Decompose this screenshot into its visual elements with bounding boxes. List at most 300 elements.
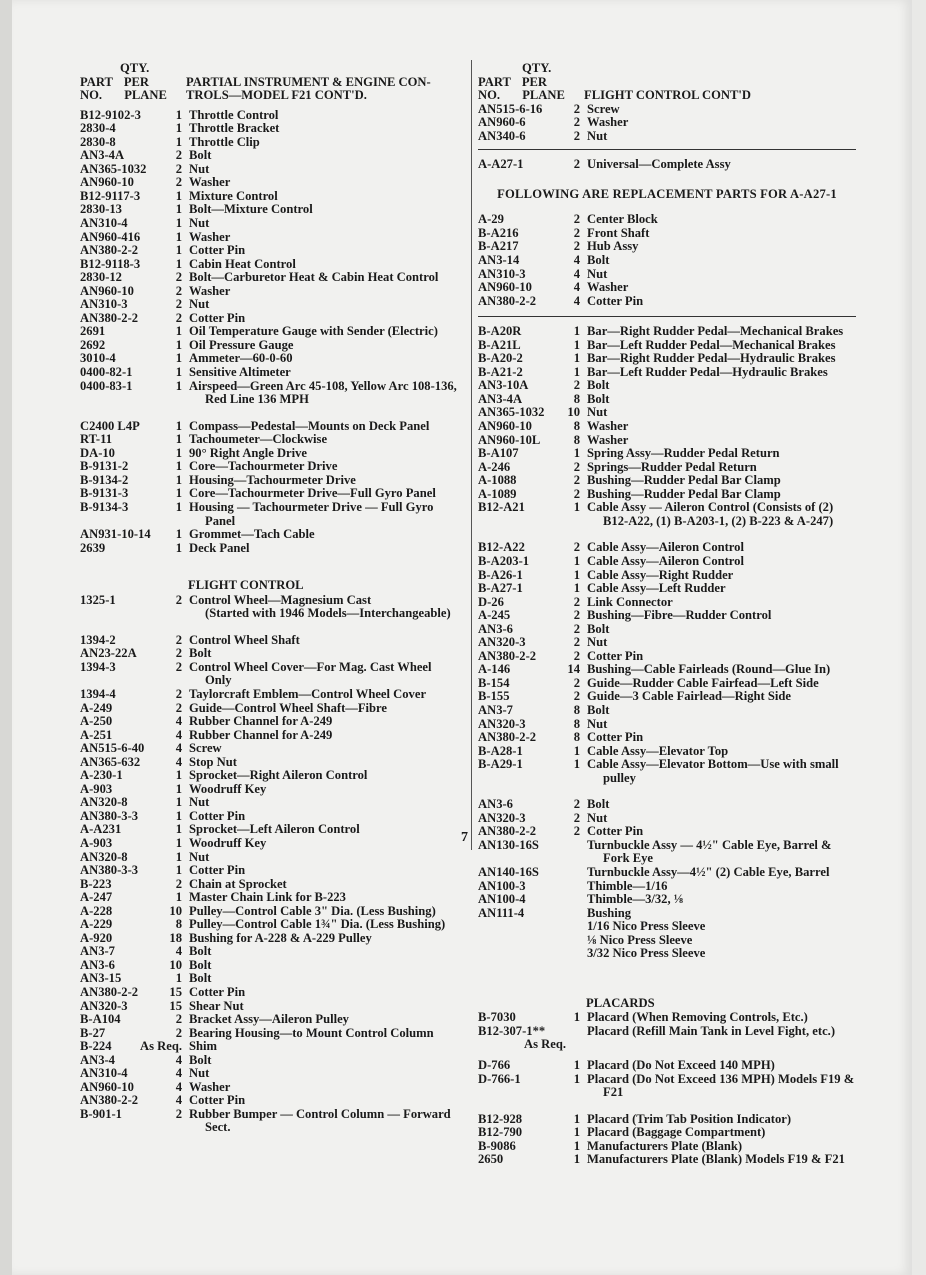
part-description [182, 783, 462, 797]
part-description [182, 136, 462, 150]
quantity: 1 [175, 445, 182, 460]
description-text: Rubber Bumper — Control Column — Forward [189, 1106, 451, 1121]
table-row [80, 891, 462, 905]
quantity: 1 [573, 1125, 580, 1140]
quantity: 2 [573, 128, 580, 143]
parts-list-instrument [80, 109, 462, 407]
quantity: 2 [573, 675, 580, 690]
description-text: Housing—Tachourmeter Drive [189, 472, 356, 487]
part-number: A-A231 [80, 822, 122, 837]
table-row [80, 878, 462, 892]
description-text: Rubber Channel for A-249 [189, 714, 333, 729]
part-description [182, 742, 462, 756]
part-description [580, 650, 856, 664]
quantity: 1 [175, 499, 182, 514]
quantity: 1 [175, 188, 182, 203]
description-text: Rubber Channel for A-249 [189, 727, 333, 742]
divider-rule [478, 316, 856, 317]
part-number: AN310-3 [80, 297, 128, 312]
part-number: 2830-12 [80, 270, 122, 285]
part-description [580, 866, 856, 880]
description-text: Throttle Clip [189, 134, 260, 149]
part-description [580, 254, 856, 268]
part-description [182, 271, 462, 285]
description-text: Cotter Pin [587, 824, 644, 839]
quantity: 2 [573, 621, 580, 636]
left-header [80, 62, 462, 103]
part-description [182, 474, 462, 488]
description-text: Bar—Left Rudder Pedal—Hydraulic Brakes [587, 364, 828, 379]
part-description [580, 839, 856, 866]
part-description [182, 594, 462, 621]
table-row [80, 715, 462, 729]
part-description [580, 227, 856, 241]
parts-list-flight-control [80, 634, 462, 1135]
part-description [182, 647, 462, 661]
table-row [478, 420, 856, 434]
table-row [478, 103, 856, 117]
description-text: Bolt [587, 621, 610, 636]
table-row [80, 244, 462, 258]
part-number: 2830-13 [80, 202, 122, 217]
description-text: Cotter Pin [189, 310, 246, 325]
description-text: Taylorcraft Emblem—Control Wheel Cover [189, 686, 427, 701]
quantity: 1 [175, 835, 182, 850]
part-description [580, 268, 856, 282]
description-continuation: pulley [603, 770, 636, 785]
part-number: DA-10 [80, 445, 115, 460]
quantity: 2 [573, 635, 580, 650]
part-number: A-A27-1 [478, 157, 524, 172]
table-row [478, 866, 856, 880]
description-text: Airspeed—Green Arc 45-108, Yellow Arc 108-136, [189, 378, 457, 393]
part-number: AN3-14 [478, 253, 520, 268]
description-text: Guide—Control Wheel Shaft—Fibre [189, 700, 388, 715]
part-number: B-9134-2 [80, 472, 129, 487]
part-number: AN320-3 [80, 998, 128, 1013]
quantity: 4 [175, 1052, 182, 1067]
part-description [580, 636, 856, 650]
description-continuation: F21 [603, 1085, 624, 1100]
part-description [580, 366, 856, 380]
quantity: 1 [573, 337, 580, 352]
quantity: 1 [175, 365, 182, 380]
part-number: AN3-6 [80, 957, 115, 972]
part-description [182, 1040, 462, 1054]
part-number: 2639 [80, 540, 106, 555]
quantity: 2 [573, 648, 580, 663]
table-row [478, 812, 856, 826]
table-row [478, 501, 856, 528]
part-description [580, 281, 856, 295]
part-description [182, 959, 462, 973]
table-row [478, 281, 856, 295]
part-number: B-901-1 [80, 1106, 122, 1121]
table-row [478, 907, 856, 921]
description-text: Bolt—Carburetor Heat & Cabin Heat Control [189, 270, 439, 285]
quantity: 4 [175, 944, 182, 959]
description-text: Washer [189, 175, 231, 190]
table-row [478, 474, 856, 488]
table-row [80, 447, 462, 461]
page-number: 7 [461, 830, 468, 845]
table-row [80, 190, 462, 204]
quantity: 1 [573, 1138, 580, 1153]
table-row [478, 758, 856, 785]
part-number: RT-11 [80, 432, 112, 447]
quantity: 1 [175, 795, 182, 810]
part-description [580, 718, 856, 732]
part-description [182, 339, 462, 353]
quantity: 4 [573, 253, 580, 268]
part-description [182, 285, 462, 299]
part-number: B-A28-1 [478, 743, 523, 758]
description-text: Cable Assy—Right Rudder [587, 567, 734, 582]
quantity: 2 [175, 310, 182, 325]
part-number: AN365-1032 [80, 161, 147, 176]
quantity: As Req. [140, 1039, 182, 1054]
part-description [182, 528, 462, 542]
table-row [478, 240, 856, 254]
part-description [580, 825, 856, 839]
description-text: Core—Tachourmeter Drive [189, 459, 338, 474]
part-number: 2650 [478, 1152, 504, 1167]
part-number: AN3-6 [478, 797, 513, 812]
part-number: B-A29-1 [478, 757, 523, 772]
description-text: Nut [189, 297, 210, 312]
table-row [80, 122, 462, 136]
part-number: B12-790 [478, 1125, 523, 1140]
divider-rule [478, 149, 856, 150]
part-number: AN515-6-40 [80, 741, 145, 756]
part-number: AN380-2-2 [80, 1093, 139, 1108]
part-number: B-A217 [478, 239, 519, 254]
quantity: 2 [573, 459, 580, 474]
description-text: Cable Assy—Elevator Bottom—Use with small [587, 757, 839, 772]
description-text: Nut [189, 849, 210, 864]
description-text: Bushing [587, 905, 632, 920]
description-text: Spring Assy—Rudder Pedal Return [587, 446, 780, 461]
part-description [580, 907, 856, 921]
quantity: 1 [175, 472, 182, 487]
part-description [580, 745, 856, 759]
table-row [80, 918, 462, 932]
part-number: B12-A21 [478, 500, 525, 515]
section-title-placards: PLACARDS [586, 995, 655, 1010]
part-description [580, 393, 856, 407]
part-description [182, 298, 462, 312]
table-row [478, 352, 856, 366]
part-description [182, 796, 462, 810]
parts-list-deck [80, 528, 462, 555]
table-row [478, 798, 856, 812]
part-number: B-224 [80, 1039, 112, 1054]
part-number: AN320-8 [80, 849, 128, 864]
table-row [80, 1027, 462, 1041]
description-text: Placard (Refill Main Tank in Level Fight, etc.) [587, 1023, 836, 1038]
quantity: 1 [175, 540, 182, 555]
quantity: 1 [175, 378, 182, 393]
quantity: 1 [573, 743, 580, 758]
description-text: 90° Right Angle Drive [189, 445, 308, 460]
part-number: AN320-3 [478, 716, 526, 731]
part-number: AN380-2-2 [478, 293, 537, 308]
table-row [80, 542, 462, 556]
part-description [580, 731, 856, 745]
description-text: Sprocket—Right Aileron Control [189, 768, 368, 783]
quantity: 2 [573, 810, 580, 825]
part-description [580, 555, 856, 569]
part-number: AN310-4 [80, 1066, 128, 1081]
description-text: Bracket Assy—Aileron Pulley [189, 1012, 349, 1027]
part-description [580, 812, 856, 826]
part-description [580, 352, 856, 366]
quantity: 2 [175, 686, 182, 701]
part-description [580, 213, 856, 227]
part-description [182, 878, 462, 892]
left-column [80, 62, 462, 1135]
part-description [580, 488, 856, 502]
description-text: Cotter Pin [189, 808, 246, 823]
table-row [478, 650, 856, 664]
description-text: Placard (When Removing Controls, Etc.) [587, 1010, 808, 1025]
table-row [80, 796, 462, 810]
quantity: 2 [573, 473, 580, 488]
header-row-2 [80, 76, 186, 90]
header-no: NO. [478, 88, 501, 103]
description-text: Nut [189, 1066, 210, 1081]
part-number: B-155 [478, 689, 510, 704]
description-text: Woodruff Key [189, 835, 267, 850]
table-row [80, 1000, 462, 1014]
quantity: 10 [567, 405, 580, 420]
description-text: Bar—Right Rudder Pedal—Hydraulic Brakes [587, 351, 836, 366]
description-text: Placard (Do Not Exceed 136 MPH) Models F19 & [587, 1071, 855, 1086]
quantity: 15 [169, 998, 182, 1013]
part-number: A-228 [80, 903, 113, 918]
quantity: 2 [175, 283, 182, 298]
part-description [182, 1067, 462, 1081]
description-text: Springs—Rudder Pedal Return [587, 459, 757, 474]
quantity: 2 [175, 1106, 182, 1121]
table-row [478, 254, 856, 268]
section-title-flight-control: FLIGHT CONTROL [188, 578, 304, 593]
description-text: Manufacturers Plate (Blank) Models F19 & F21 [587, 1152, 845, 1167]
part-description [182, 447, 462, 461]
part-description [182, 702, 462, 716]
quantity: 1 [175, 229, 182, 244]
table-row [478, 158, 856, 172]
part-number: AN3-4 [80, 1052, 115, 1067]
table-row [80, 380, 462, 407]
quantity: 15 [169, 985, 182, 999]
part-number: B-9131-3 [80, 486, 129, 501]
description-text: Pulley—Control Cable 1¾" Dia. (Less Bushing) [189, 917, 446, 932]
part-number: AN340-6 [478, 128, 526, 143]
quantity: 4 [175, 754, 182, 769]
description-text: Cotter Pin [189, 243, 246, 258]
part-description [580, 116, 856, 130]
part-number: B-A21L [478, 337, 521, 352]
quantity: 4 [175, 714, 182, 729]
table-row [478, 366, 856, 380]
quantity: 2 [573, 689, 580, 704]
part-number: AN380-2-2 [80, 310, 139, 325]
description-text: Nut [189, 216, 210, 231]
part-number: AN960-10 [478, 419, 532, 434]
part-description [580, 434, 856, 448]
description-text: Stop Nut [189, 754, 237, 769]
part-number: AN3-4A [80, 148, 125, 163]
description-continuation: Only [205, 673, 232, 688]
description-text: Nut [587, 405, 608, 420]
table-row [478, 1140, 856, 1154]
description-text: Washer [189, 229, 231, 244]
part-number: AN365-632 [80, 754, 141, 769]
part-number: AN960-10L [478, 432, 541, 447]
description-text: Guide—3 Cable Fairlead—Right Side [587, 689, 791, 704]
header-row-3 [80, 89, 186, 103]
parts-list-control-wheel [80, 594, 462, 621]
quantity: 2 [175, 646, 182, 661]
table-row [478, 339, 856, 353]
part-description [182, 864, 462, 878]
header-per: PER [123, 74, 150, 89]
description-text: Housing — Tachourmeter Drive — Full Gyro [189, 499, 434, 514]
table-row [478, 434, 856, 448]
description-text: Throttle Control [189, 107, 279, 122]
description-text: Manufacturers Plate (Blank) [587, 1138, 743, 1153]
part-number: AN380-2-2 [80, 243, 139, 258]
table-row [80, 594, 462, 621]
table-row [80, 149, 462, 163]
description-text: Nut [587, 266, 608, 281]
table-row [80, 932, 462, 946]
description-text: Mixture Control [189, 188, 278, 203]
quantity: 2 [573, 594, 580, 609]
quantity: 1 [175, 486, 182, 501]
quantity: 1 [175, 971, 182, 986]
description-text: Bolt [587, 702, 610, 717]
parts-list-tach [80, 420, 462, 528]
part-number: AN310-4 [80, 216, 128, 231]
table-row [478, 1011, 856, 1025]
quantity: 2 [175, 270, 182, 285]
description-text: Cable Assy—Left Rudder [587, 581, 726, 596]
table-row [478, 130, 856, 144]
table-row [80, 420, 462, 434]
description-text: Cotter Pin [587, 730, 644, 745]
description-continuation: Sect. [205, 1120, 231, 1135]
description-text: Turnbuckle Assy—4½" (2) Cable Eye, Barrel [587, 864, 830, 879]
part-number: A-249 [80, 700, 113, 715]
header-plane: PLANE [124, 88, 167, 103]
description-text: Cotter Pin [189, 863, 246, 878]
part-description [580, 920, 856, 934]
part-description [182, 986, 462, 1000]
part-number: AN320-8 [80, 795, 128, 810]
part-number: A-29 [478, 212, 504, 227]
description-text: Compass—Pedestal—Mounts on Deck Panel [189, 418, 430, 433]
part-description [182, 932, 462, 946]
part-description [182, 352, 462, 366]
table-row [478, 596, 856, 610]
part-description [580, 596, 856, 610]
description-text: Link Connector [587, 594, 673, 609]
part-number: D-766 [478, 1058, 511, 1072]
table-row [80, 271, 462, 285]
quantity: 1 [573, 1071, 580, 1086]
part-description [182, 176, 462, 190]
description-text: Screw [587, 101, 620, 116]
quantity: 1 [573, 364, 580, 379]
description-continuation: Fork Eye [603, 851, 654, 866]
quantity: 1 [573, 757, 580, 772]
part-description [182, 891, 462, 905]
table-row [80, 163, 462, 177]
quantity: 2 [175, 876, 182, 891]
part-number: AN3-4A [478, 391, 523, 406]
quantity: 4 [175, 1079, 182, 1094]
quantity: 2 [175, 592, 182, 607]
part-description [182, 420, 462, 434]
quantity: 8 [573, 716, 580, 731]
part-number: AN960-10 [80, 175, 134, 190]
part-number: A-250 [80, 714, 113, 729]
part-description [580, 461, 856, 475]
table-row [80, 823, 462, 837]
part-description [580, 420, 856, 434]
description-text: Thimble—3/32, ⅛ [587, 892, 684, 907]
header-no: NO. [80, 88, 103, 103]
part-number: AN960-10 [80, 283, 134, 298]
quantity: 2 [573, 101, 580, 116]
column-divider [471, 60, 472, 850]
table-row [80, 837, 462, 851]
quantity: 4 [175, 1093, 182, 1108]
part-description [580, 474, 856, 488]
description-text: Sprocket—Left Aileron Control [189, 822, 360, 837]
table-row [80, 109, 462, 123]
part-description [580, 447, 856, 461]
description-text: Tachoumeter—Clockwise [189, 432, 328, 447]
part-number: B12-307-1** [478, 1023, 546, 1038]
description-text: Deck Panel [189, 540, 250, 555]
description-text: Placard (Trim Tab Position Indicator) [587, 1111, 792, 1126]
part-description [182, 1094, 462, 1108]
description-text: Nut [189, 795, 210, 810]
table-row [80, 231, 462, 245]
part-number: AN140-16S [478, 864, 539, 879]
description-text: Bolt—Mixture Control [189, 202, 313, 217]
description-text: Bushing—Cable Fairleads (Round—Glue In) [587, 662, 831, 677]
description-text: Universal—Complete Assy [587, 157, 731, 172]
part-number: D-26 [478, 594, 504, 609]
description-text: Bolt [587, 253, 610, 268]
description-text: Core—Tachourmeter Drive—Full Gyro Panel [189, 486, 436, 501]
table-row [80, 487, 462, 501]
description-text: Nut [587, 128, 608, 143]
quantity: 1 [573, 1152, 580, 1167]
part-description [580, 406, 856, 420]
description-text: Bushing—Rudder Pedal Bar Clamp [587, 486, 781, 501]
table-row [478, 1073, 856, 1100]
quantity: 1 [175, 808, 182, 823]
table-row [478, 1153, 856, 1167]
part-number: AN380-2-2 [478, 824, 537, 839]
part-number: B12-928 [478, 1111, 523, 1126]
part-description [182, 756, 462, 770]
